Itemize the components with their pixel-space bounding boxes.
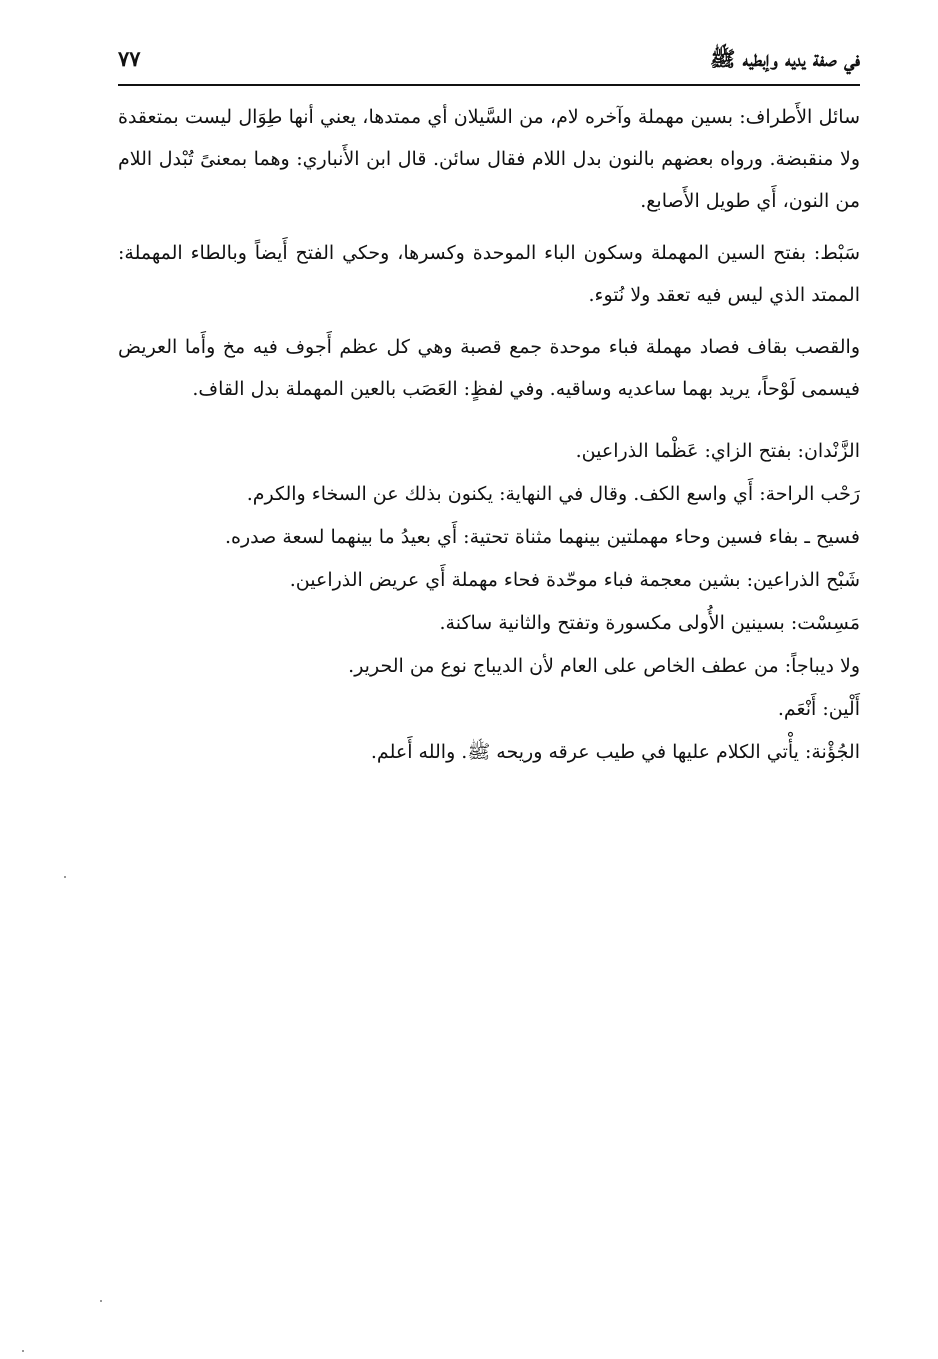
running-header bbox=[118, 40, 860, 86]
entry-fasih: فسيح ـ بفاء فسين وحاء مهملتين بينهما مثناة تحتية: أَي بعيدُ ما بينهما لسعة صدره. bbox=[225, 526, 860, 548]
entry-dibaj: ولا ديباجاً: من عطف الخاص على العام لأن الديباج نوع من الحرير. bbox=[348, 655, 860, 677]
paragraph-qasab: والقصب بقاف فصاد مهملة فباء موحدة جمع قصبة وهي كل عظم أَجوف فيه مخ وأَما العريض فيسمى لَوْحاً، يريد بهما ساعديه وساقيه. وفي لفظٍ: العَصَب بالعين المهملة بدل القاف. bbox=[118, 336, 860, 400]
scan-speck bbox=[22, 1350, 24, 1352]
entry-zandan: الزَّنْدان: بفتح الزاي: عَظْما الذراعين. bbox=[575, 440, 860, 462]
scan-speck bbox=[100, 1300, 102, 1302]
page-number: ٧٧ bbox=[118, 46, 141, 71]
paragraph-atraf: سائل الأَطراف: بسين مهملة وآخره لام، من السَّيلان أي ممتدها، يعني أنها طِوَال ليست بمتعقدة ولا منقبضة. ورواه بعضهم بالنون بدل اللام فقال سائن. قال ابن الأَنباري: وهما بمعنىً تُبْدل اللام من النون، أَي طويل الأَصابع. bbox=[118, 106, 860, 212]
entry-rahb: رَحْب الراحة: أَي واسع الكف. وقال في النهاية: يكنون بذلك عن السخاء والكرم. bbox=[246, 483, 860, 505]
spacer bbox=[118, 420, 860, 430]
entry-shabh: شَبْح الذراعين: بشين معجمة فباء موحّدة فحاء مهملة أَي عريض الذراعين. bbox=[289, 569, 860, 591]
entry-juna: الجُؤْنة: يأْتي الكلام عليها في طيب عرقه وريحه ﷺ. والله أَعلم. bbox=[370, 741, 860, 763]
chapter-title: في صفة يديه وإبطيه ﷺ bbox=[709, 46, 860, 71]
paragraph-sabt: سَبْط: بفتح السين المهملة وسكون الباء الموحدة وكسرها، وحكي الفتح أَيضاً وبالطاء المهملة: الممتد الذي ليس فيه تعقد ولا نُتوء. bbox=[118, 242, 860, 306]
scan-speck bbox=[64, 876, 66, 878]
entry-alyan: أَلْين: أَنْعَم. bbox=[777, 698, 860, 720]
entry-masist: مَسِسْت: بسينين الأُولى مكسورة وتفتح والثانية ساكنة. bbox=[439, 612, 860, 634]
main-text bbox=[118, 96, 860, 774]
